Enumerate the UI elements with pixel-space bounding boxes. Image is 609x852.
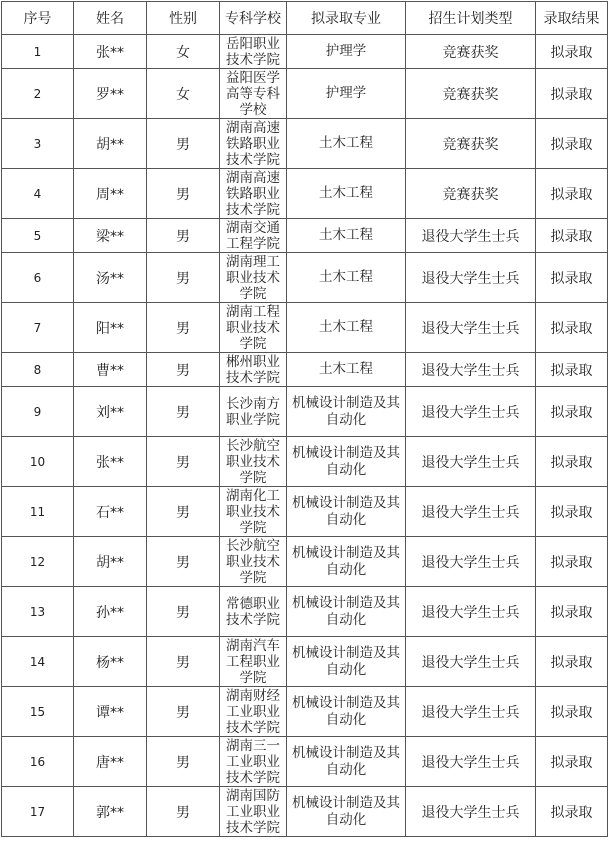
cell-result: 拟录取: [536, 737, 608, 787]
cell-school: 湖南交通工程学院: [220, 219, 287, 253]
cell-no: 7: [2, 303, 74, 353]
table-row: [2, 487, 608, 537]
cell-school: 湖南高速铁路职业技术学院: [220, 169, 287, 219]
cell-name: 张**: [74, 35, 147, 69]
cell-no: 1: [2, 35, 74, 69]
cell-major: 土木工程: [287, 253, 406, 303]
cell-major: 机械设计制造及其自动化: [287, 637, 406, 687]
cell-major: 土木工程: [287, 353, 406, 387]
cell-no: 6: [2, 253, 74, 303]
cell-gender: 男: [147, 737, 220, 787]
cell-plan-type: 退役大学生士兵: [406, 637, 536, 687]
cell-major: 土木工程: [287, 303, 406, 353]
cell-result: 拟录取: [536, 253, 608, 303]
header-school: 专科学校: [220, 2, 287, 35]
cell-major: 机械设计制造及其自动化: [287, 587, 406, 637]
cell-school: 湖南财经工业职业技术学院: [220, 687, 287, 737]
cell-result: 拟录取: [536, 35, 608, 69]
cell-school: 湖南化工职业技术学院: [220, 487, 287, 537]
cell-name: 郭**: [74, 787, 147, 837]
cell-plan-type: 竞赛获奖: [406, 119, 536, 169]
table-row: [2, 35, 608, 69]
cell-no: 3: [2, 119, 74, 169]
cell-major: 土木工程: [287, 219, 406, 253]
cell-plan-type: 竞赛获奖: [406, 35, 536, 69]
cell-major: 护理学: [287, 35, 406, 69]
cell-school: 湖南理工职业技术学院: [220, 253, 287, 303]
cell-plan-type: 退役大学生士兵: [406, 353, 536, 387]
table-row: [2, 119, 608, 169]
cell-gender: 男: [147, 587, 220, 637]
cell-plan-type: 竞赛获奖: [406, 169, 536, 219]
cell-name: 唐**: [74, 737, 147, 787]
cell-gender: 女: [147, 35, 220, 69]
cell-gender: 男: [147, 637, 220, 687]
cell-school: 常德职业技术学院: [220, 587, 287, 637]
cell-gender: 男: [147, 687, 220, 737]
cell-plan-type: 退役大学生士兵: [406, 253, 536, 303]
cell-school: 湖南高速铁路职业技术学院: [220, 119, 287, 169]
cell-result: 拟录取: [536, 69, 608, 119]
table-row: [2, 353, 608, 387]
cell-name: 阳**: [74, 303, 147, 353]
cell-major: 护理学: [287, 69, 406, 119]
table-row: [2, 253, 608, 303]
cell-major: 机械设计制造及其自动化: [287, 687, 406, 737]
table-row: [2, 587, 608, 637]
cell-gender: 男: [147, 387, 220, 437]
cell-plan-type: 竞赛获奖: [406, 69, 536, 119]
cell-name: 谭**: [74, 687, 147, 737]
cell-result: 拟录取: [536, 353, 608, 387]
cell-school: 长沙航空职业技术学院: [220, 537, 287, 587]
cell-major: 机械设计制造及其自动化: [287, 737, 406, 787]
cell-school: 长沙南方职业学院: [220, 387, 287, 437]
cell-no: 12: [2, 537, 74, 587]
cell-gender: 男: [147, 253, 220, 303]
cell-major: 土木工程: [287, 119, 406, 169]
cell-plan-type: 退役大学生士兵: [406, 387, 536, 437]
table-row: [2, 537, 608, 587]
cell-plan-type: 退役大学生士兵: [406, 737, 536, 787]
cell-gender: 男: [147, 119, 220, 169]
table-row: [2, 437, 608, 487]
cell-plan-type: 退役大学生士兵: [406, 687, 536, 737]
cell-name: 孙**: [74, 587, 147, 637]
cell-gender: 男: [147, 487, 220, 537]
cell-no: 5: [2, 219, 74, 253]
cell-major: 土木工程: [287, 169, 406, 219]
table-row: [2, 69, 608, 119]
cell-name: 曹**: [74, 353, 147, 387]
cell-major: 机械设计制造及其自动化: [287, 487, 406, 537]
cell-gender: 男: [147, 537, 220, 587]
cell-plan-type: 退役大学生士兵: [406, 787, 536, 837]
cell-no: 15: [2, 687, 74, 737]
cell-plan-type: 退役大学生士兵: [406, 537, 536, 587]
cell-name: 罗**: [74, 69, 147, 119]
cell-gender: 女: [147, 69, 220, 119]
cell-no: 2: [2, 69, 74, 119]
cell-no: 16: [2, 737, 74, 787]
cell-result: 拟录取: [536, 687, 608, 737]
cell-result: 拟录取: [536, 169, 608, 219]
cell-no: 13: [2, 587, 74, 637]
cell-major: 机械设计制造及其自动化: [287, 537, 406, 587]
cell-no: 17: [2, 787, 74, 837]
table-row: [2, 737, 608, 787]
cell-plan-type: 退役大学生士兵: [406, 487, 536, 537]
cell-result: 拟录取: [536, 119, 608, 169]
header-no: 序号: [2, 2, 74, 35]
cell-plan-type: 退役大学生士兵: [406, 303, 536, 353]
cell-name: 刘**: [74, 387, 147, 437]
table-row: [2, 637, 608, 687]
cell-gender: 男: [147, 219, 220, 253]
cell-no: 14: [2, 637, 74, 687]
cell-gender: 男: [147, 787, 220, 837]
cell-result: 拟录取: [536, 487, 608, 537]
table-row: [2, 303, 608, 353]
cell-result: 拟录取: [536, 637, 608, 687]
cell-no: 10: [2, 437, 74, 487]
admission-table: [1, 1, 608, 837]
table-row: [2, 687, 608, 737]
cell-name: 周**: [74, 169, 147, 219]
cell-gender: 男: [147, 303, 220, 353]
cell-school: 郴州职业技术学院: [220, 353, 287, 387]
cell-name: 胡**: [74, 119, 147, 169]
cell-gender: 男: [147, 169, 220, 219]
header-result: 录取结果: [536, 2, 608, 35]
cell-name: 杨**: [74, 637, 147, 687]
cell-school: 湖南工程职业技术学院: [220, 303, 287, 353]
table-body: [2, 35, 608, 837]
cell-name: 张**: [74, 437, 147, 487]
header-gender: 性别: [147, 2, 220, 35]
cell-result: 拟录取: [536, 387, 608, 437]
cell-result: 拟录取: [536, 537, 608, 587]
cell-no: 4: [2, 169, 74, 219]
cell-school: 益阳医学高等专科学校: [220, 69, 287, 119]
cell-result: 拟录取: [536, 219, 608, 253]
cell-result: 拟录取: [536, 587, 608, 637]
cell-major: 机械设计制造及其自动化: [287, 787, 406, 837]
cell-school: 湖南国防工业职业技术学院: [220, 787, 287, 837]
cell-gender: 男: [147, 437, 220, 487]
header-plan-type: 招生计划类型: [406, 2, 536, 35]
cell-name: 汤**: [74, 253, 147, 303]
cell-name: 胡**: [74, 537, 147, 587]
table-row: [2, 787, 608, 837]
cell-school: 湖南汽车工程职业学院: [220, 637, 287, 687]
cell-school: 岳阳职业技术学院: [220, 35, 287, 69]
table-header-row: [2, 2, 608, 35]
cell-school: 长沙航空职业技术学院: [220, 437, 287, 487]
cell-result: 拟录取: [536, 787, 608, 837]
cell-major: 机械设计制造及其自动化: [287, 437, 406, 487]
cell-result: 拟录取: [536, 303, 608, 353]
table-row: [2, 387, 608, 437]
cell-name: 石**: [74, 487, 147, 537]
header-major: 拟录取专业: [287, 2, 406, 35]
cell-no: 9: [2, 387, 74, 437]
cell-school: 湖南三一工业职业技术学院: [220, 737, 287, 787]
table-row: [2, 169, 608, 219]
cell-plan-type: 退役大学生士兵: [406, 437, 536, 487]
cell-no: 8: [2, 353, 74, 387]
cell-no: 11: [2, 487, 74, 537]
cell-plan-type: 退役大学生士兵: [406, 587, 536, 637]
cell-gender: 男: [147, 353, 220, 387]
cell-name: 梁**: [74, 219, 147, 253]
cell-plan-type: 退役大学生士兵: [406, 219, 536, 253]
cell-result: 拟录取: [536, 437, 608, 487]
table-row: [2, 219, 608, 253]
header-name: 姓名: [74, 2, 147, 35]
cell-major: 机械设计制造及其自动化: [287, 387, 406, 437]
